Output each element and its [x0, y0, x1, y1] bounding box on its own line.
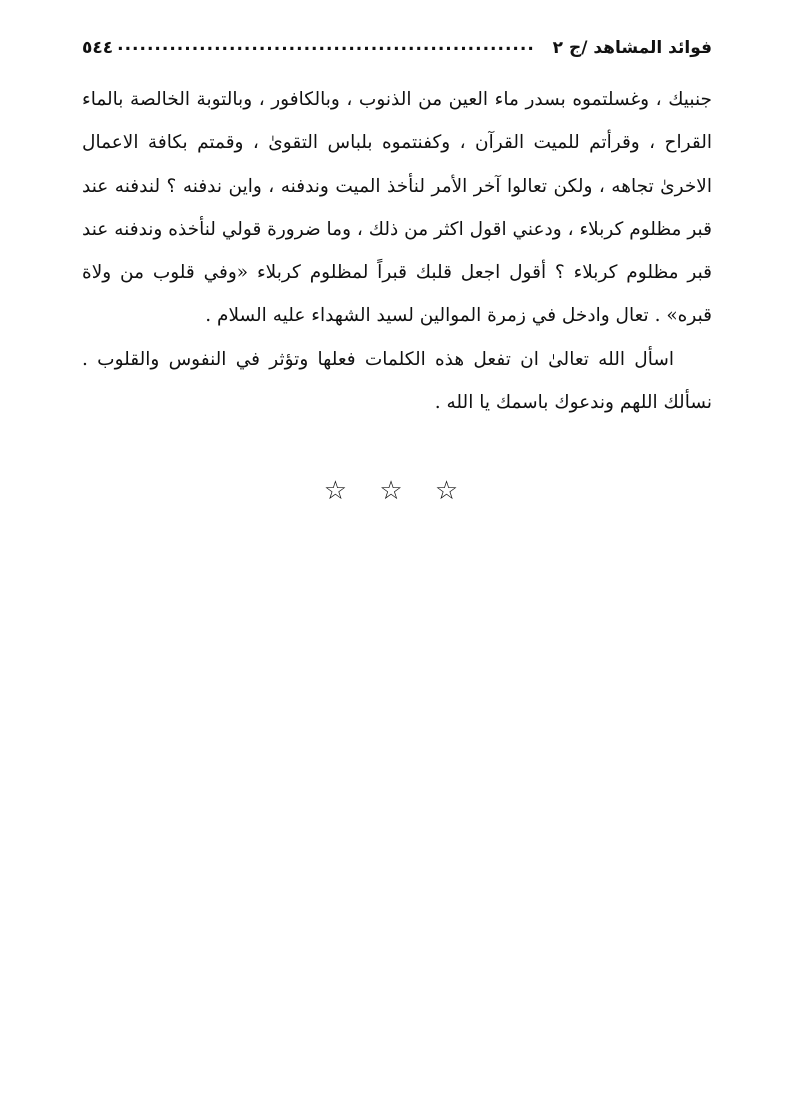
book-title: فوائد المشاهد /ج ٢: [552, 38, 712, 58]
dot-leader: ........................................................: [117, 37, 535, 54]
section-divider-stars-icon: ☆ ☆ ☆: [323, 476, 471, 506]
running-header: [82, 28, 712, 58]
main-text: [82, 78, 712, 424]
page-number: ٥٤٤: [82, 38, 114, 58]
paragraph-2: اسأل الله تعالىٰ ان تفعل هذه الكلمات فعلها وتؤثر في النفوس والقلوب . نسألك اللهم وندعوك باسمك يا الله .: [82, 348, 712, 414]
paragraph-1: جنبيك ، وغسلتموه بسدر ماء العين من الذنوب ، وبالكافور ، وبالتوبة الخالصة بالماء القراح ، وقرأتم للميت القرآن ، وكفنتموه بلباس التقوىٰ ، وقمتم بكافة الاعمال الاخرىٰ تجاهه ، ولكن تعالوا آخر الأمر لنأخذ الميت وندفنه ، واين ندفنه ؟ لندفنه عند قبر مظلوم كربلاء ، ودعني اقول اكثر من ذلك ، وما ضرورة قولي لنأخذه وندفنه عند قبر مظلوم كربلاء ؟ أقول اجعل قلبك قبراً لمظلوم كربلاء «وفي قلوب من ولاة قبره» . تعال وادخل في زمرة الموالين لسيد الشهداء عليه السلام .: [82, 89, 712, 327]
